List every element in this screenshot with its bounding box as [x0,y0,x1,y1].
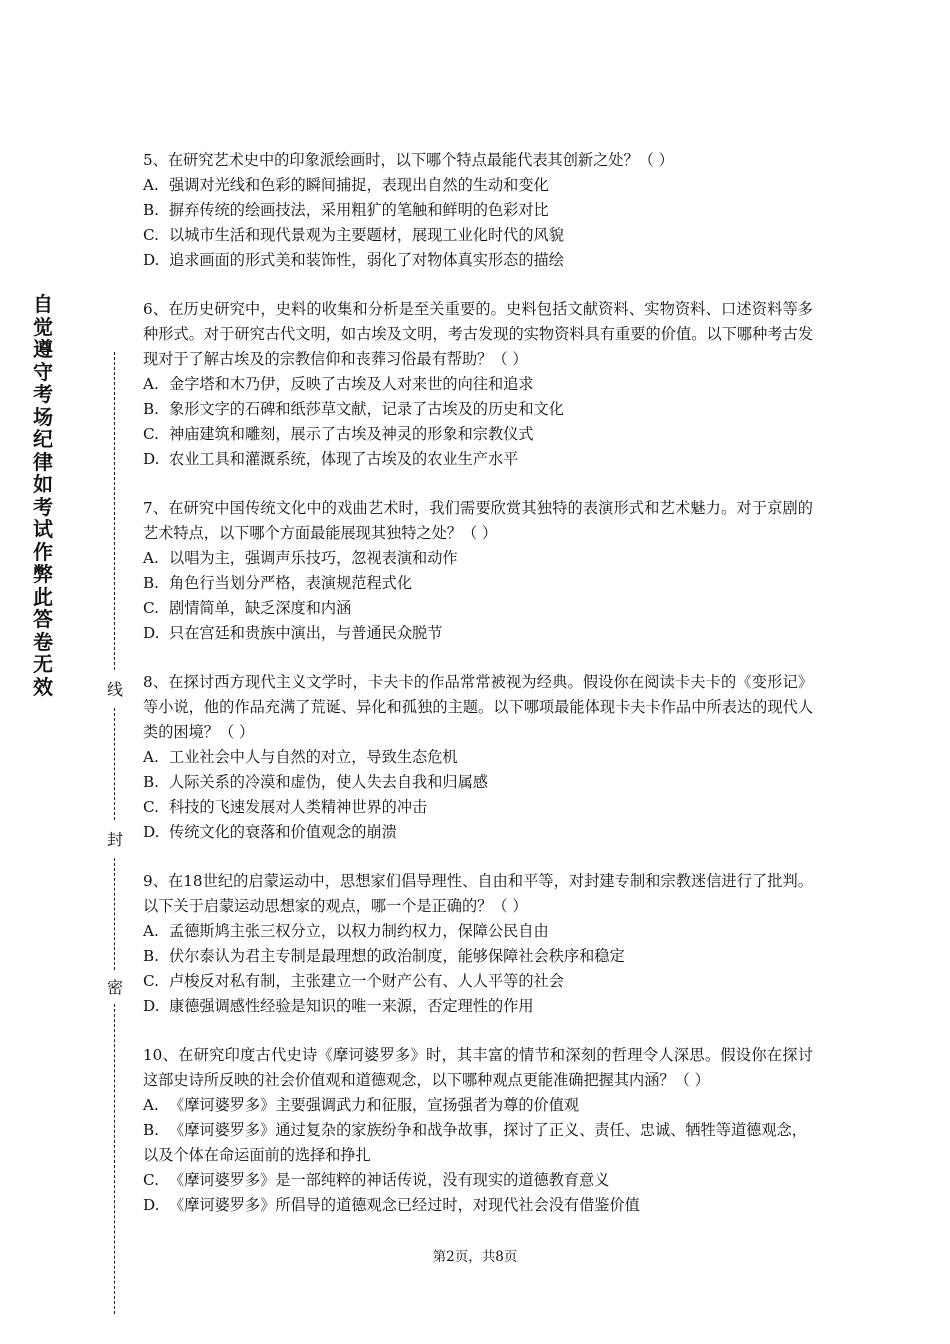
answer-option [143,969,813,994]
answer-option [143,1118,813,1168]
option-letter: A. [143,176,159,194]
option-text: 追求画面的形式美和装饰性，弱化了对物体真实形态的描绘 [169,251,564,269]
option-letter: D. [143,251,160,269]
option-text: 强调对光线和色彩的瞬间捕捉，表现出自然的生动和变化 [169,176,549,194]
answer-option [143,596,813,621]
option-letter: C. [143,425,159,443]
answer-option [143,770,813,795]
warning-char: 作 [33,539,53,564]
answer-option [143,248,813,273]
answer-option [143,820,813,845]
binding-mark-seal: 封 [106,830,123,849]
option-letter: A. [143,549,159,567]
answer-option [143,1168,813,1193]
warning-char: 自 [33,292,53,316]
question-block [143,1043,813,1218]
option-text: 传统文化的衰落和价值观念的崩溃 [169,823,397,841]
warning-char: 考 [33,382,53,406]
exam-discipline-warning [30,293,56,698]
option-text: 卢梭反对私有制，主张建立一个财产公有、人人平等的社会 [169,972,564,990]
page-number: 第2页，共8页 [432,1249,518,1265]
option-text: 《摩诃婆罗多》主要强调武力和征服，宣扬强者为尊的价值观 [169,1096,580,1114]
warning-char: 答 [33,607,53,631]
option-letter: D. [143,624,160,642]
binding-mark-secret: 密 [106,978,123,997]
option-text: 康德强调感性经验是知识的唯一来源，否定理性的作用 [169,997,534,1015]
option-letter: B. [143,1121,159,1139]
warning-char: 守 [33,359,53,384]
warning-char: 觉 [33,314,53,339]
option-text: 以唱为主，强调声乐技巧，忽视表演和动作 [169,549,458,567]
warning-char: 如 [33,472,53,496]
answer-option [143,944,813,969]
option-text: 孟德斯鸠主张三权分立，以权力制约权力，保障公民自由 [169,922,549,940]
option-letter: D. [143,1196,160,1214]
option-text: 《摩诃婆罗多》所倡导的道德观念已经过时，对现代社会没有借鉴价值 [169,1196,640,1214]
option-letter: D. [143,823,160,841]
answer-option [143,372,813,397]
warning-char: 卷 [33,629,53,654]
option-text: 金字塔和木乃伊，反映了古埃及人对来世的向往和追求 [169,375,534,393]
binding-dashed-line [114,352,115,670]
warning-char: 效 [33,674,53,699]
warning-char: 无 [33,652,53,676]
option-text: 工业社会中人与自然的对立，导致生态危机 [169,748,458,766]
question-block [143,670,813,845]
warning-char: 场 [33,404,53,429]
answer-option [143,397,813,422]
question-block [143,148,813,273]
binding-mark-line: 线 [106,680,123,699]
warning-char: 纪 [33,427,53,451]
option-text: 剧情简单，缺乏深度和内涵 [169,599,352,617]
option-text: 人际关系的冷漠和虚伪，使人失去自我和归属感 [169,773,488,791]
option-text: 神庙建筑和雕刻，展示了古埃及神灵的形象和宗教仪式 [169,425,534,443]
option-letter: A. [143,375,159,393]
answer-option [143,621,813,646]
option-letter: A. [143,748,159,766]
option-letter: B. [143,947,159,965]
warning-char: 试 [33,517,53,541]
option-text: 伏尔泰认为君主专制是最理想的政治制度，能够保障社会秩序和稳定 [169,947,625,965]
option-letter: A. [143,1096,159,1114]
option-letter: B. [143,201,159,219]
option-letter: D. [143,450,160,468]
option-letter: C. [143,1171,159,1189]
binding-dashed-line [114,858,115,970]
option-text: 象形文字的石碑和纸莎草文献，记录了古埃及的历史和文化 [169,400,564,418]
warning-char: 遵 [33,337,53,361]
option-text: 《摩诃婆罗多》是一部纯粹的神话传说，没有现实的道德教育意义 [169,1171,610,1189]
answer-option [143,919,813,944]
option-letter: B. [143,773,159,791]
question-block [143,496,813,646]
option-text: 角色行当划分严格，表演规范程式化 [169,574,412,592]
option-text: 摒弃传统的绘画技法，采用粗犷的笔触和鲜明的色彩对比 [169,201,549,219]
question-stem: 9、在18世纪的启蒙运动中，思想家们倡导理性、自由和平等，对封建专制和宗教迷信进行了批判。以下关于启蒙运动思想家的观点，哪一个是正确的？（ ） [143,872,813,915]
answer-option [143,198,813,223]
answer-option [143,1193,813,1218]
option-text: 以城市生活和现代景观为主要题材，展现工业化时代的风貌 [169,226,564,244]
option-text: 《摩诃婆罗多》通过复杂的家族纷争和战争故事，探讨了正义、责任、忠诚、牺牲等道德观念，以及个体在命运面前的选择和挣扎 [143,1121,807,1164]
warning-char: 弊 [33,562,53,586]
warning-char: 考 [33,494,53,519]
option-letter: B. [143,400,159,418]
answer-option [143,795,813,820]
answer-option [143,546,813,571]
option-text: 只在宫廷和贵族中演出，与普通民众脱节 [169,624,443,642]
option-text: 科技的飞速发展对人类精神世界的冲击 [169,798,428,816]
question-block [143,869,813,1019]
question-list [143,148,813,1242]
question-block [143,297,813,472]
warning-char: 此 [33,584,53,609]
answer-option [143,173,813,198]
question-stem: 6、在历史研究中，史料的收集和分析是至关重要的。史料包括文献资料、实物资料、口述资料等多种形式。对于研究古代文明，如古埃及文明，考古发现的实物资料具有重要的价值。以下哪种考古发现对于了解古埃及的宗教信仰和丧葬习俗最有帮助？（ ） [143,300,813,368]
binding-dashed-line [114,1004,115,1314]
answer-option [143,745,813,770]
question-stem: 8、在探讨西方现代主义文学时，卡夫卡的作品常常被视为经典。假设你在阅读卡夫卡的《变形记》等小说，他的作品充满了荒诞、异化和孤独的主题。以下哪项最能体现卡夫卡作品中所表达的现代人类的困境？（ ） [143,673,813,741]
answer-option [143,447,813,472]
answer-option [143,571,813,596]
option-letter: D. [143,997,160,1015]
answer-option [143,422,813,447]
option-letter: C. [143,599,159,617]
question-stem: 10、在研究印度古代史诗《摩诃婆罗多》时，其丰富的情节和深刻的哲理令人深思。假设你在探讨这部史诗所反映的社会价值观和道德观念，以下哪种观点更能准确把握其内涵？（ ） [143,1046,813,1089]
question-stem: 7、在研究中国传统文化中的戏曲艺术时，我们需要欣赏其独特的表演形式和艺术魅力。对于京剧的艺术特点，以下哪个方面最能展现其独特之处？（ ） [143,499,813,542]
option-text: 农业工具和灌溉系统，体现了古埃及的农业生产水平 [169,450,519,468]
answer-option [143,994,813,1019]
option-letter: A. [143,922,159,940]
binding-dashed-line [114,708,115,820]
option-letter: C. [143,798,159,816]
answer-option [143,1093,813,1118]
option-letter: C. [143,226,159,244]
answer-option [143,223,813,248]
warning-char: 律 [33,449,53,474]
option-letter: C. [143,972,159,990]
option-letter: B. [143,574,159,592]
question-stem: 5、在研究艺术史中的印象派绘画时，以下哪个特点最能代表其创新之处？（ ） [143,151,674,169]
